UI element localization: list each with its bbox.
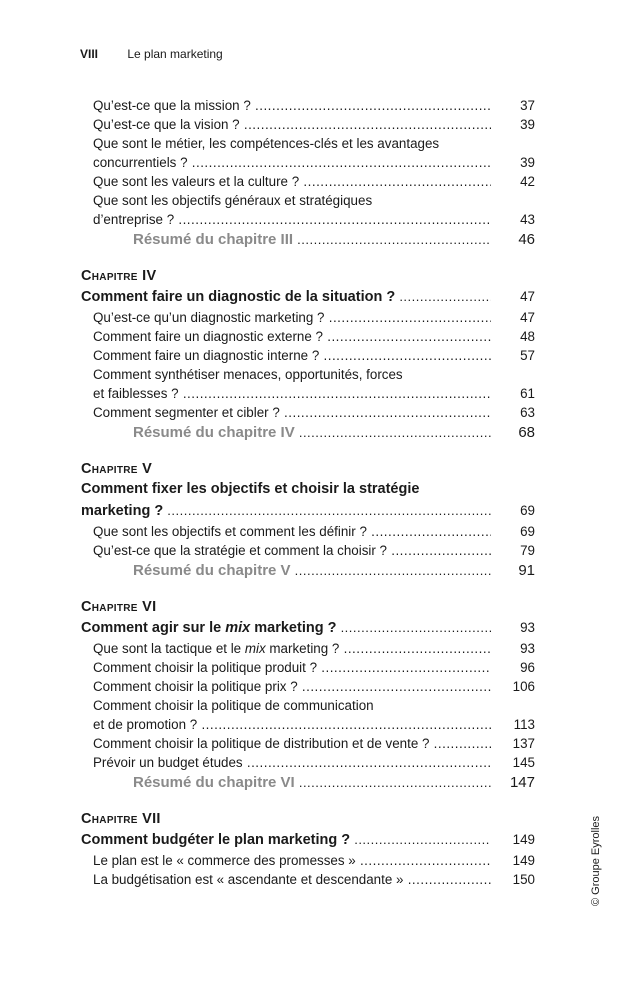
running-header xyxy=(80,47,223,61)
toc-entry: Qu’est-ce que la mission ? ..... 37 xyxy=(81,96,535,115)
toc-entry-line: Comment choisir la politique de communication xyxy=(93,698,374,713)
toc-page: 93 xyxy=(520,641,535,656)
toc-page: 39 xyxy=(520,155,535,170)
toc-summary: Résumé du chapitre IV ..... 68 xyxy=(81,422,535,444)
toc-entry: et de promotion ? ..... 113 xyxy=(81,715,535,734)
toc-entry-line: Que sont les objectifs généraux et stratégiques xyxy=(93,193,373,208)
page-number-roman: VIII xyxy=(80,47,99,61)
toc-page: 91 xyxy=(518,562,535,579)
toc-page: 96 xyxy=(520,660,535,675)
chapter-heading: Chapitre VI xyxy=(81,599,157,615)
toc-chapter-title: Comment agir sur le mix marketing ? ..... 93 xyxy=(81,617,535,639)
toc-summary: Résumé du chapitre III ..... 46 xyxy=(81,229,535,251)
toc-page: 47 xyxy=(520,289,535,304)
toc-page: 68 xyxy=(518,424,535,441)
toc-page: 57 xyxy=(520,348,535,363)
toc-entry: Que sont la tactique et le mix marketing ? ..... 93 xyxy=(81,639,535,658)
running-title: Le plan marketing xyxy=(127,47,223,61)
toc-page: 145 xyxy=(512,755,535,770)
toc-summary: Résumé du chapitre V ..... 91 xyxy=(81,560,535,582)
toc-page: 106 xyxy=(512,679,535,694)
toc-entry: Comment faire un diagnostic interne ? ..... 57 xyxy=(81,346,535,365)
toc-entry: Comment choisir la politique produit ? ..... 96 xyxy=(81,658,535,677)
toc-entry: Qu’est-ce que la stratégie et comment la choisir ? ..... 79 xyxy=(81,541,535,560)
toc-page: 150 xyxy=(512,872,535,887)
toc-page: 43 xyxy=(520,212,535,227)
toc-entry: Que sont les objectifs et comment les définir ? ..... 69 xyxy=(81,522,535,541)
toc-entry: et faiblesses ? ..... 61 xyxy=(81,384,535,403)
toc-chapter-title: marketing ? ..... 69 xyxy=(81,500,535,522)
table-of-contents xyxy=(81,96,535,889)
toc-entry: Qu’est-ce qu’un diagnostic marketing ? ..... 47 xyxy=(81,308,535,327)
copyright-notice: © Groupe Eyrolles xyxy=(590,815,602,906)
toc-entry: concurrentiels ? ..... 39 xyxy=(81,153,535,172)
toc-entry: Que sont les valeurs et la culture ? ..... 42 xyxy=(81,172,535,191)
toc-entry: Comment faire un diagnostic externe ? ..... 48 xyxy=(81,327,535,346)
toc-entry: Qu’est-ce que la vision ? ..... 39 xyxy=(81,115,535,134)
toc-chapter-title: Comment faire un diagnostic de la situation ? ..... 47 xyxy=(81,286,535,308)
chapter-heading: Chapitre IV xyxy=(81,268,157,284)
toc-page: 69 xyxy=(520,503,535,518)
toc-summary: Résumé du chapitre VI ..... 147 xyxy=(81,772,535,794)
toc-page: 61 xyxy=(520,386,535,401)
toc-page: 47 xyxy=(520,310,535,325)
toc-page: 93 xyxy=(520,620,535,635)
toc-entry: Prévoir un budget études ..... 145 xyxy=(81,753,535,772)
toc-entry: Le plan est le « commerce des promesses » ..... 149 xyxy=(81,851,535,870)
toc-page: 63 xyxy=(520,405,535,420)
toc-page: 42 xyxy=(520,174,535,189)
toc-page: 69 xyxy=(520,524,535,539)
toc-entry: d’entreprise ? ..... 43 xyxy=(81,210,535,229)
toc-entry-line: Comment synthétiser menaces, opportunités, forces xyxy=(93,367,403,382)
toc-chapter-title: Comment budgéter le plan marketing ? ..... 149 xyxy=(81,829,535,851)
toc-chapter-title-line: Comment fixer les objectifs et choisir la stratégie xyxy=(81,481,420,497)
toc-page: 147 xyxy=(509,774,535,791)
toc-page: 79 xyxy=(520,543,535,558)
toc-page: 149 xyxy=(512,853,535,868)
toc-entry: La budgétisation est « ascendante et descendante » ..... 150 xyxy=(81,870,535,889)
toc-page: 113 xyxy=(513,717,535,732)
toc-page: 39 xyxy=(520,117,535,132)
toc-entry: Comment segmenter et cibler ? ..... 63 xyxy=(81,403,535,422)
chapter-heading: Chapitre VII xyxy=(81,811,161,827)
toc-page: 48 xyxy=(520,329,535,344)
toc-page: 137 xyxy=(512,736,535,751)
toc-page: 37 xyxy=(520,98,535,113)
toc-entry: Comment choisir la politique prix ? ..... 106 xyxy=(81,677,535,696)
toc-page: 149 xyxy=(512,832,535,847)
toc-page: 46 xyxy=(518,231,535,248)
chapter-heading: Chapitre V xyxy=(81,461,153,477)
toc-entry: Comment choisir la politique de distribution et de vente ? ..... 137 xyxy=(81,734,535,753)
toc-entry-line: Que sont le métier, les compétences-clés et les avantages xyxy=(93,136,440,151)
